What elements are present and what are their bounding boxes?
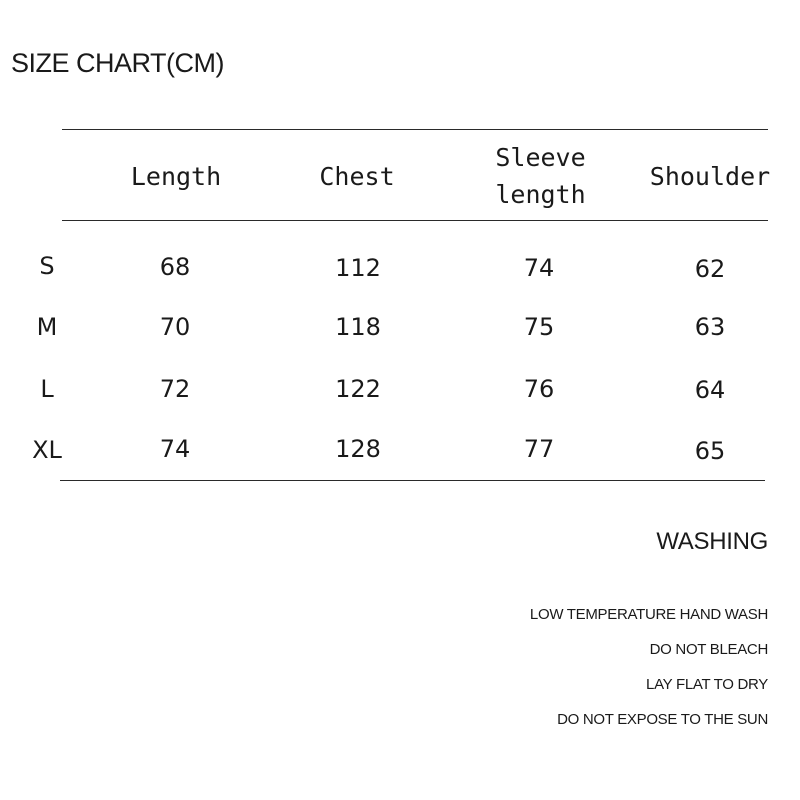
size-label: L [40, 375, 54, 403]
cell-shoulder: 65 [694, 437, 726, 465]
size-label: M [36, 313, 58, 341]
header-sleeve-line2: length [495, 180, 586, 209]
cell-length: 68 [159, 253, 191, 281]
cell-length: 72 [159, 375, 191, 403]
size-label: S [39, 252, 55, 280]
table-header-rule [62, 220, 768, 221]
size-label: XL [32, 436, 62, 464]
washing-instruction: DO NOT EXPOSE TO THE SUN [557, 711, 768, 728]
cell-shoulder: 64 [694, 376, 726, 404]
cell-sleeve: 76 [523, 375, 555, 403]
washing-title: WASHING [656, 528, 768, 555]
cell-length: 74 [159, 435, 191, 463]
page-title: SIZE CHART(CM) [11, 48, 224, 78]
table-bottom-rule [60, 480, 765, 481]
cell-chest: 118 [335, 313, 381, 341]
washing-instruction: LOW TEMPERATURE HAND WASH [529, 606, 768, 623]
header-shoulder: Shoulder [649, 162, 771, 191]
cell-shoulder: 62 [694, 255, 726, 283]
header-sleeve-length [488, 139, 593, 213]
cell-chest: 112 [335, 254, 381, 282]
cell-shoulder: 63 [694, 313, 726, 341]
cell-length: 70 [159, 313, 191, 341]
washing-instruction: DO NOT BLEACH [649, 641, 768, 658]
cell-sleeve: 75 [523, 313, 555, 341]
header-sleeve-line1: Sleeve [495, 143, 586, 172]
cell-sleeve: 74 [523, 254, 555, 282]
header-chest: Chest [319, 162, 395, 191]
washing-instruction: LAY FLAT TO DRY [646, 676, 768, 693]
header-length: Length [130, 162, 222, 191]
table-top-rule [62, 129, 768, 130]
cell-chest: 122 [335, 375, 381, 403]
cell-chest: 128 [335, 435, 381, 463]
cell-sleeve: 77 [523, 435, 555, 463]
